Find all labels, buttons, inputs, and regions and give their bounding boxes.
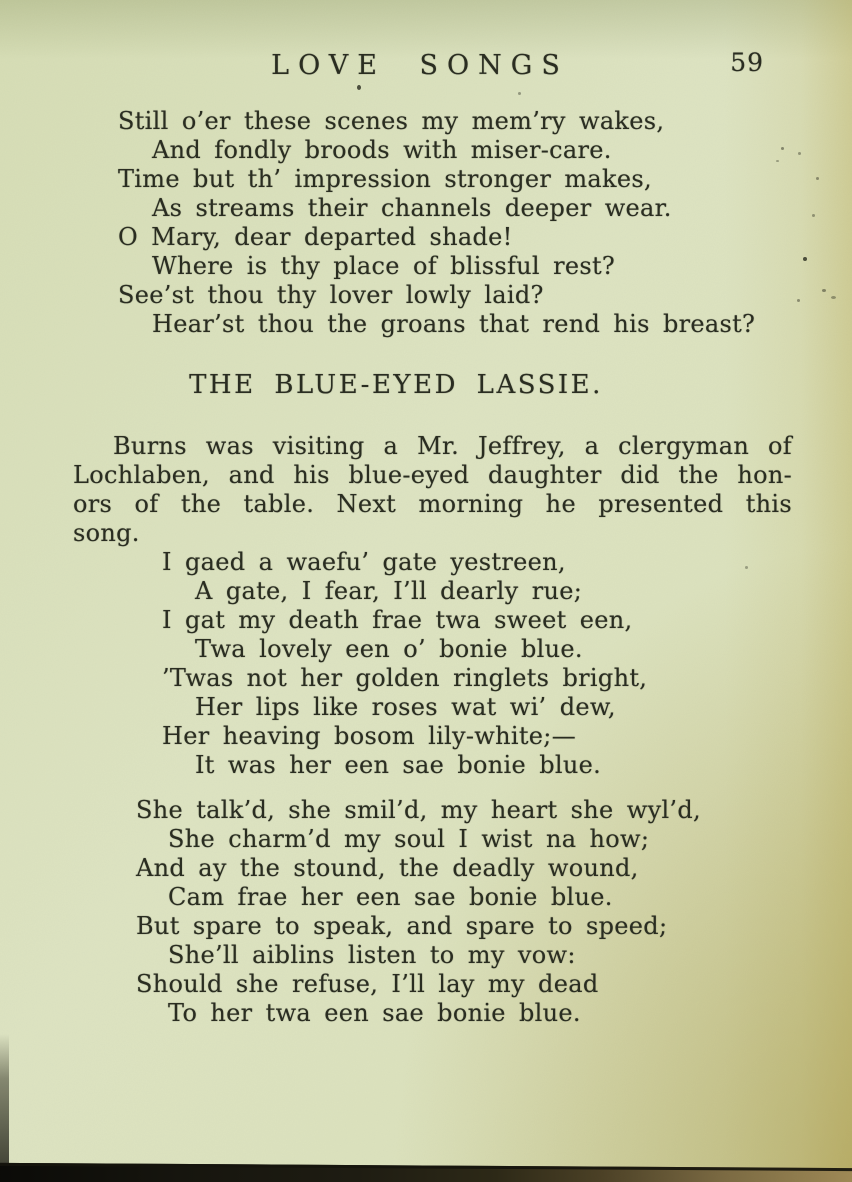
poem-line: Hear’st thou the groans that rend his breast? bbox=[152, 310, 756, 338]
poem-line: As streams their channels deeper wear. bbox=[152, 194, 672, 222]
ink-speck bbox=[776, 160, 779, 162]
ink-speck bbox=[518, 92, 521, 95]
ink-speck bbox=[357, 85, 361, 90]
intro-line: Lochlaben, and his blue-eyed daughter did the hon- bbox=[73, 461, 792, 489]
poem-line: O Mary, dear departed shade! bbox=[118, 223, 513, 251]
song-title: THE BLUE-EYED LASSIE. bbox=[189, 370, 603, 400]
poem-line: Should she refuse, I’ll lay my dead bbox=[136, 970, 599, 998]
intro-line: Burns was visiting a Mr. Jeffrey, a clergyman of bbox=[113, 432, 792, 460]
poem-line: I gaed a waefu’ gate yestreen, bbox=[162, 548, 566, 576]
poem-line: Twa lovely een o’ bonie blue. bbox=[195, 635, 583, 663]
poem-line: I gat my death frae twa sweet een, bbox=[162, 606, 633, 634]
intro-line: song. bbox=[73, 519, 140, 547]
ink-speck bbox=[816, 177, 819, 180]
poem-line: She charm’d my soul I wist na how; bbox=[168, 825, 650, 853]
intro-line: ors of the table. Next morning he presented this bbox=[73, 490, 792, 518]
running-head bbox=[0, 0, 852, 84]
ink-speck bbox=[798, 152, 801, 155]
poem-line: See’st thou thy lover lowly laid? bbox=[118, 281, 544, 309]
poem-line: Still o’er these scenes my mem’ry wakes, bbox=[118, 107, 665, 135]
song-stanza-2 bbox=[0, 796, 852, 1028]
poem-line: To her twa een sae bonie blue. bbox=[168, 999, 581, 1027]
page-title: LOVE SONGS bbox=[271, 50, 569, 81]
poem-line: Where is thy place of blissful rest? bbox=[152, 252, 616, 280]
poem-line: A gate, I fear, I’ll dearly rue; bbox=[195, 577, 583, 605]
poem-previous-stanza bbox=[0, 107, 852, 339]
page-bottom-edge bbox=[0, 1163, 852, 1182]
poem-line: She’ll aiblins listen to my vow: bbox=[168, 941, 576, 969]
poem-line: And fondly broods with miser-care. bbox=[152, 136, 612, 164]
page-number: 59 bbox=[730, 48, 764, 77]
ink-speck bbox=[745, 566, 748, 569]
poem-line: Her lips like roses wat wi’ dew, bbox=[195, 693, 616, 721]
song-introduction bbox=[0, 432, 852, 548]
poem-line: Cam frae her een sae bonie blue. bbox=[168, 883, 613, 911]
poem-line: It was her een sae bonie blue. bbox=[195, 751, 602, 779]
ink-speck bbox=[781, 147, 784, 150]
song-stanza-1 bbox=[0, 548, 852, 780]
poem-line: And ay the stound, the deadly wound, bbox=[136, 854, 639, 882]
poem-line: She talk’d, she smil’d, my heart she wyl’d, bbox=[136, 796, 701, 824]
ink-speck bbox=[822, 289, 826, 292]
ink-speck bbox=[831, 296, 836, 299]
poem-line: But spare to speak, and spare to speed; bbox=[136, 912, 668, 940]
poem-line: Her heaving bosom lily-white;— bbox=[162, 722, 576, 750]
poem-line: Time but th’ impression stronger makes, bbox=[118, 165, 652, 193]
ink-speck bbox=[803, 257, 807, 261]
ink-speck bbox=[812, 214, 815, 217]
poem-line: ’Twas not her golden ringlets bright, bbox=[162, 664, 648, 692]
ink-speck bbox=[797, 299, 800, 302]
page-left-edge-shadow bbox=[0, 1034, 9, 1182]
